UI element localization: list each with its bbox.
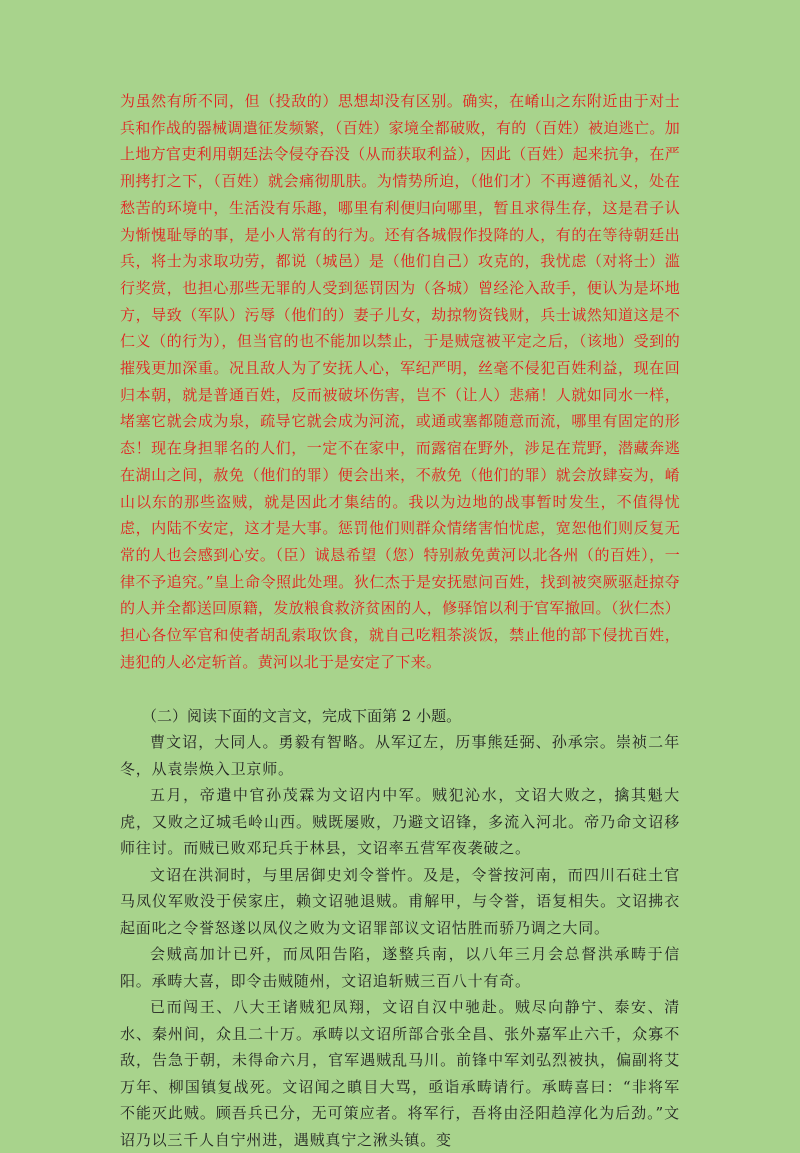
section-heading: （二）阅读下面的文言文，完成下面第 2 小题。: [142, 707, 462, 726]
passage-paragraph: 已而闯王、八大王诸贼犯凤翔，文诏自汉中驰赴。贼尽向静宁、泰安、清水、秦州间，众且二十万。承畴以文诏所部合张全昌、张外嘉军止六千，众寡不敌，告急于朝，未得命六月，官军遇贼乱马川。前锋中军刘弘烈被执，偏副将艾万年、柳国镇复战死。文诏闻之瞋目大骂，亟诣承畴请行。承畴喜曰：“非将军不能灭此贼。顾吾兵已分，无可策应者。将军行，吾将由泾阳趋淳化为后劲。”文诏乃以三千人自宁州进，遇贼真宁之湫头镇。变: [120, 998, 680, 1149]
passage-paragraph: 曹文诏，大同人。勇毅有智略。从军辽左，历事熊廷弼、孙承宗。崇祯二年冬，从袁崇焕入卫京师。: [120, 733, 680, 778]
passage-paragraph: 会贼高加计已歼，而凤阳告陷，遂整兵南，以八年三月会总督洪承畴于信阳。承畴大喜，即令击贼随州，文诏追斩贼三百八十有奇。: [120, 945, 680, 990]
passage-paragraph: 五月，帝遣中官孙茂霖为文诏内中军。贼犯沁水，文诏大败之，擒其魁大虎，又败之辽城毛岭山西。贼既屡败，乃避文诏锋，多流入河北。帝乃命文诏移师往讨。而贼已败邓玘兵于林县，文诏率五营军夜袭破之。: [120, 786, 680, 858]
document-page: [120, 88, 680, 1153]
translation-passage: 为虽然有所不同，但（投敌的）思想却没有区别。确实，在崤山之东附近由于对士兵和作战的器械调遣征发频繁，（百姓）家境全都破败，有的（百姓）被迫逃亡。加上地方官吏利用朝廷法令侵夺吞没（从而获取利益），因此（百姓）起来抗争，在严刑拷打之下，（百姓）就会痛彻肌肤。为情势所迫，（他们才）不再遵循礼义，处在愁苦的环境中，生活没有乐趣，哪里有利便归向哪里，暂且求得生存，这是君子认为惭愧耻辱的事，是小人常有的行为。还有各城假作投降的人，有的在等待朝廷出兵，将士为求取功劳，都说（城邑）是（他们自己）攻克的，我忧虑（对将士）滥行奖赏，也担心那些无罪的人受到惩罚因为（各城）曾经沦入敌手，便认为是坏地方，导致（军队）污辱（他们的）妻子儿女，劫掠物资钱财，兵士诚然知道这是不仁义（的行为），但当官的也不能加以禁止，于是贼寇被平定之后，（该地）受到的摧残更加深重。况且敌人为了安抚人心，军纪严明，丝毫不侵犯百姓利益，现在回归本朝，就是普通百姓，反而被破坏伤害，岂不（让人）悲痛！人就如同水一样，堵塞它就会成为泉，疏导它就会成为河流，或通或塞都随意而流，哪里有固定的形态！现在身担罪名的人们，一定不在家中，而露宿在野外，涉足在荒野，潜藏奔逃在湖山之间，赦免（他们的罪）便会出来，不赦免（他们的罪）就会放肆妄为，崤山以东的那些盗贼，就是因此才集结的。我以为边地的战事暂时发生，不值得忧虑，内陆不安定，这才是大事。惩罚他们则群众情绪害怕忧虑，宽恕他们则反复无常的人也会感到心安。（臣）诚恳希望（您）特别赦免黄河以北各州（的百姓），一律不予追究。”皇上命令照此处理。狄仁杰于是安抚慰问百姓，找到被突厥驱赶掠夺的人并全都送回原籍，发放粮食救济贫困的人，修驿馆以利于官军撤回。（狄仁杰）担心各位军官和使者胡乱索取饮食，就自己吃粗茶淡饭，禁止他的部下侵扰百姓，违犯的人必定斩首。黄河以北于是安定了下来。: [120, 92, 680, 671]
classical-passage: [120, 729, 680, 1153]
passage-paragraph: 文诏在洪洞时，与里居御史刘令誉忤。及是，令誉按河南，而四川石砫土官马凤仪军败没于侯家庄，赖文诏驰退贼。甫解甲，与令誉，语复相失。文诏拂衣起面叱之令誉怒遂以凤仪之败为文诏罪部议文诏怙胜而骄乃调之大同。: [120, 865, 680, 937]
